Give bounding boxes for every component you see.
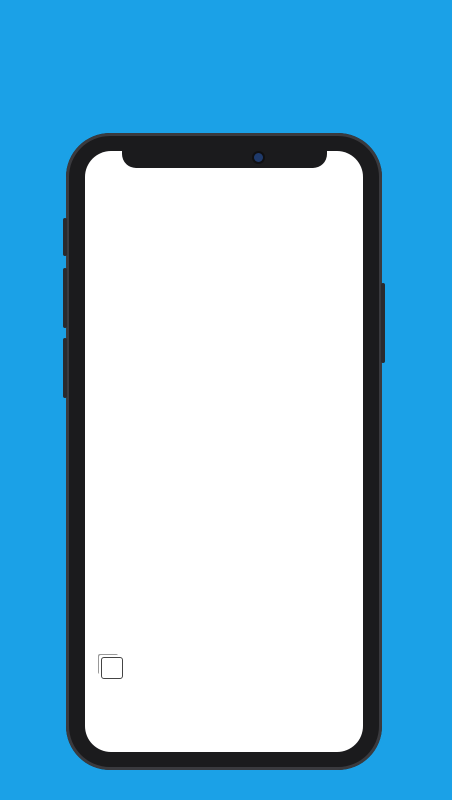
mute-switch — [63, 218, 67, 256]
page-number-box — [101, 657, 123, 679]
front-camera-icon — [254, 153, 263, 162]
volume-down-button — [63, 338, 67, 398]
phone-notch — [122, 151, 327, 168]
power-button — [381, 283, 385, 363]
page-footer — [101, 657, 351, 681]
volume-up-button — [63, 268, 67, 328]
